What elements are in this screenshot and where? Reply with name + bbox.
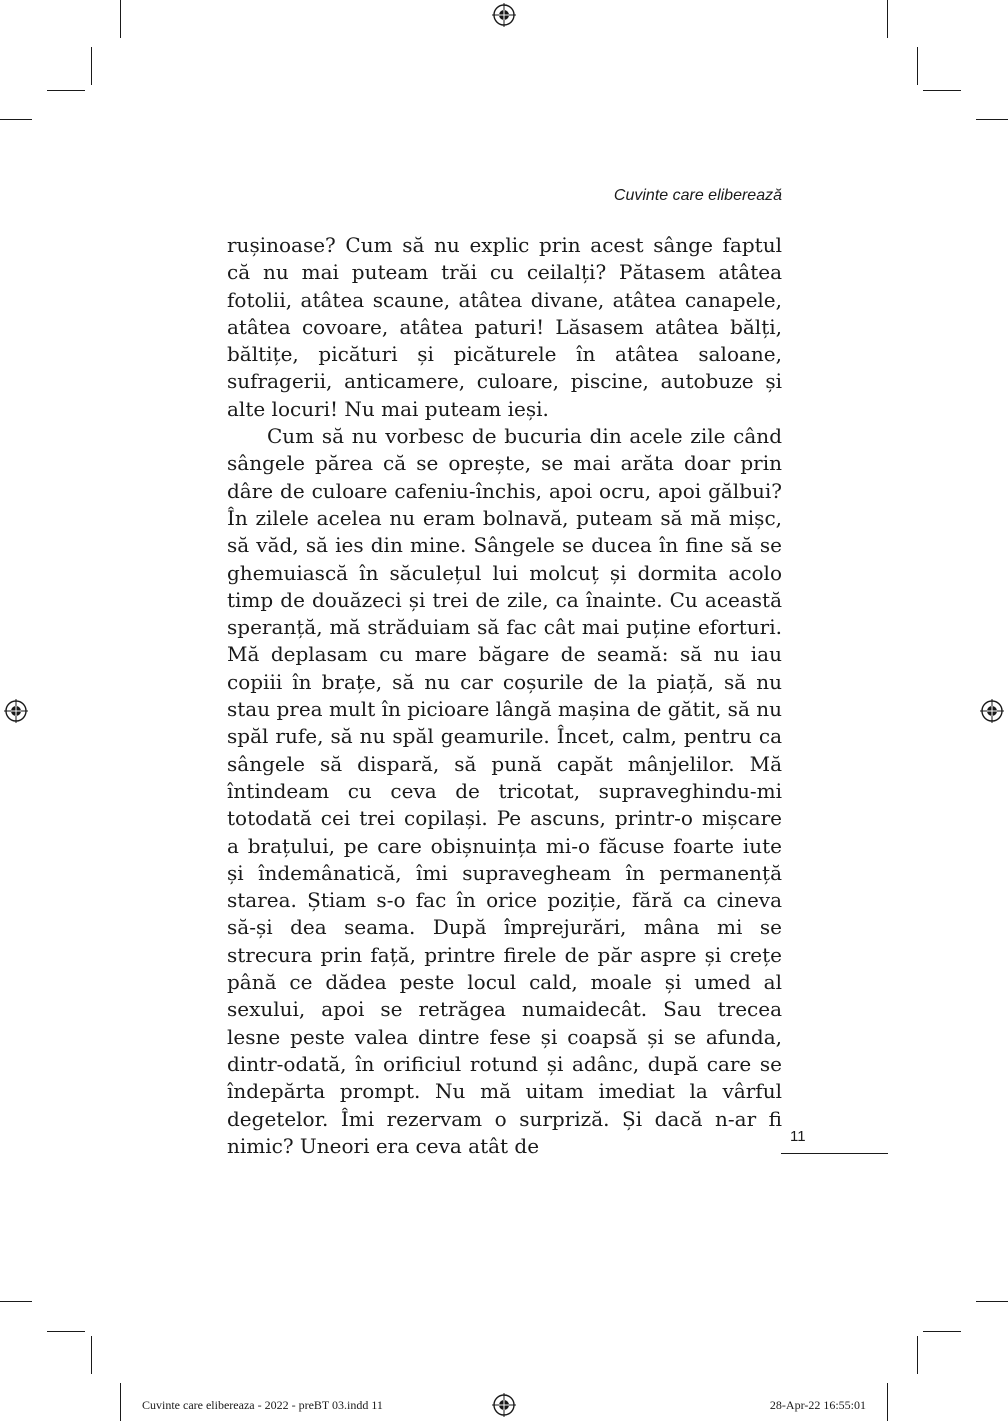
paragraph: Cum să nu vorbesc de bucuria din acele zile când sângele părea că se oprește, se mai arăta doar prin dâre de culoare cafeniu-închis, apoi ocru, apoi gălbui? În zilele acelea nu eram bolnavă, puteam să mă mișc, să văd, să ies din mine. Sângele se ducea în fine să se ghemuiască în săculețul lui molcuț și dormita acolo timp de douăzeci și trei de zile, ca înainte. Cu această speranță, mă străduiam să fac cât mai puține eforturi. Mă deplasam cu mare băgare de seamă: să nu iau copiii în brațe, să nu car coșurile de la piață, să nu stau prea mult în picioare lângă mașina de gătit, să nu spăl rufe, să nu spăl geamurile. Încet, calm, pentru ca sângele să dispară, să pună capăt mânjelilor. Mă întindeam cu ceva de tricotat, supraveghindu-mi totodată cei trei copilași. Pe ascuns, printr-o mișcare a brațului, pe care obișnuința mi-o făcuse foarte iute și îndemânatică, îmi supravegheam în permanență starea. Știam s-o fac în orice poziție, fără ca cineva să-și dea seama. După împrejurări, mâna mi se strecura prin față, printre firele de păr aspre și crețe până ce dădea peste locul cald, moale și umed al sexului, apoi se retrăgea numaidecât. Sau trecea lesne peste valea dintre fese și coapsă și se afunda, dintr-odată, în orificiul rotund și adânc, după care se îndepărta prompt. Nu mă uitam imediat la vârful degetelor. Îmi rezervam o surpriză. Și dacă n-ar fi nimic? Uneori era ceva atât de	[227, 424, 782, 1158]
crop-mark	[923, 1331, 961, 1332]
crop-mark	[917, 1336, 918, 1374]
registration-mark-icon	[980, 699, 1004, 723]
crop-mark	[976, 119, 1008, 120]
body-text	[227, 232, 782, 1160]
slug-date: 28-Apr-22 16:55:01	[769, 1398, 866, 1412]
crop-mark	[923, 90, 961, 91]
crop-mark	[0, 1301, 32, 1302]
slug-file: Cuvinte care elibereaza - 2022 - preBT 03.indd 11	[142, 1398, 383, 1412]
crop-mark	[887, 0, 888, 38]
registration-mark-icon	[4, 699, 28, 723]
paragraph: rușinoase? Cum să nu explic prin acest sânge faptul că nu mai puteam trăi cu ceilalți? Pătasem atâtea fotolii, atâtea scaune, atâtea divane, atâtea canapele, atâtea covoare, atâtea paturi! Lăsasem atâtea bălți, băltițe, picături și picăturele în atâtea saloane, sufragerii, anticamere, culoare, piscine, autobuze și alte locuri! Nu mai puteam ieși.	[227, 233, 782, 421]
crop-mark	[120, 1383, 121, 1421]
crop-mark	[91, 47, 92, 85]
running-head: Cuvinte care eliberează	[613, 187, 782, 204]
crop-mark	[47, 90, 85, 91]
crop-mark	[0, 119, 32, 120]
crop-mark	[91, 1336, 92, 1374]
page-number-rule	[781, 1153, 888, 1154]
crop-mark	[47, 1331, 85, 1332]
crop-mark	[887, 1383, 888, 1421]
crop-mark	[120, 0, 121, 38]
crop-mark	[917, 47, 918, 85]
page-number: 11	[790, 1128, 806, 1145]
registration-mark-icon	[492, 3, 516, 27]
crop-mark	[976, 1301, 1008, 1302]
registration-mark-icon	[492, 1393, 516, 1417]
